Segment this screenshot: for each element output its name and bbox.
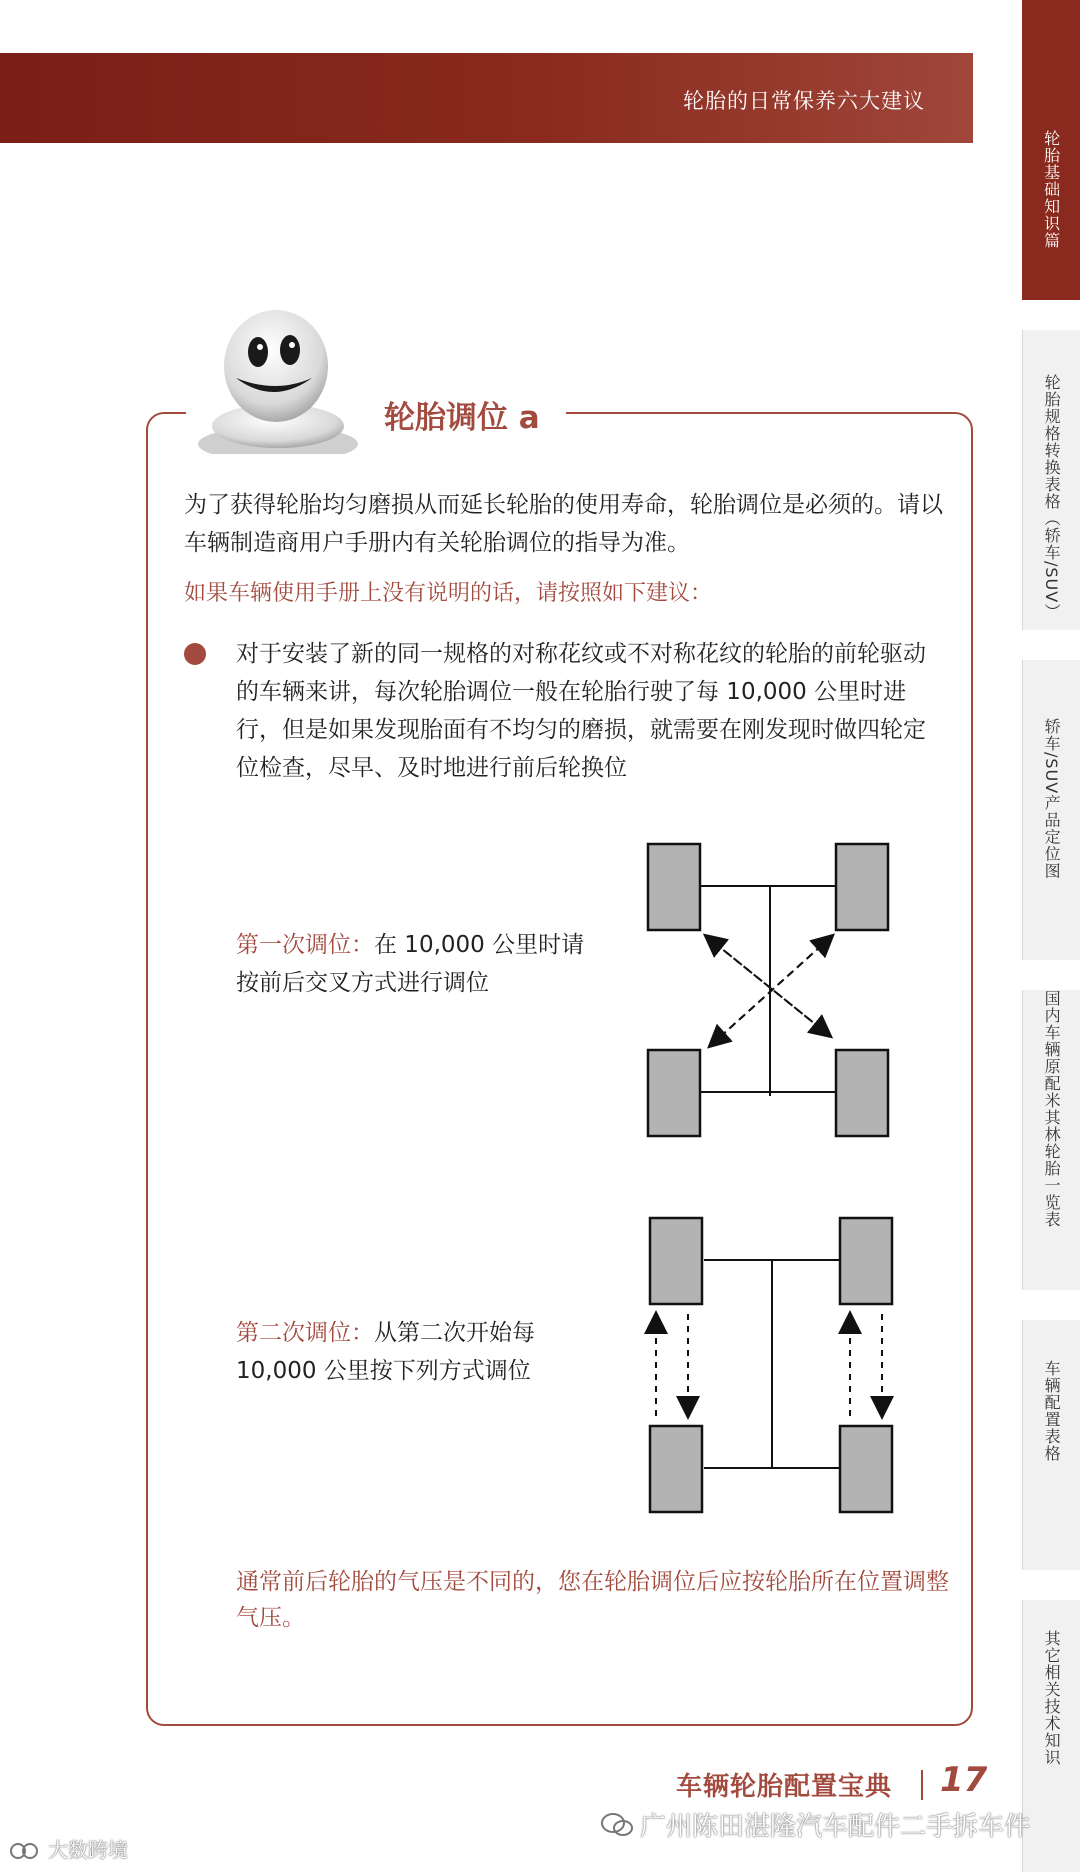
side-tab-label: 其它相关技术知识	[1042, 1630, 1062, 1766]
side-tab-basics[interactable]	[1022, 0, 1080, 300]
side-tab-product-position[interactable]	[1022, 660, 1080, 960]
side-tab-label: 轮胎基础知识篇	[1041, 130, 1061, 249]
step1-text	[236, 926, 596, 1002]
cross-rotation-diagram	[640, 836, 900, 1146]
tire-rear-right	[836, 1050, 888, 1136]
footer-book-title: 车辆轮胎配置宝典	[676, 1772, 893, 1802]
tire-rear-left	[650, 1426, 702, 1512]
tire-rear-right	[840, 1426, 892, 1512]
tire-rear-left	[648, 1050, 700, 1136]
header-band	[0, 53, 973, 143]
side-tab-label: 轿车/SUV产品定位图	[1042, 718, 1062, 880]
mascot-illustration	[198, 304, 358, 454]
side-tab-other-tech[interactable]	[1022, 1600, 1080, 1872]
front-rear-rotation-diagram	[640, 1210, 900, 1520]
side-tab-label: 车辆配置表格	[1042, 1360, 1062, 1462]
watermark-left	[8, 1834, 128, 1863]
tire-front-right	[836, 844, 888, 930]
watermark-left-text: 大数跨境	[48, 1838, 128, 1862]
step2-lead: 第二次调位：	[236, 1320, 374, 1346]
side-tab-strip	[1022, 0, 1080, 1872]
tire-front-right	[840, 1218, 892, 1304]
side-tab-label: 轮胎规格转换表格（轿车/SUV）	[1042, 374, 1062, 621]
step1-body: 在 10,000 公里时请按前后交叉方式进行调位	[236, 932, 585, 996]
bullet-paragraph: 对于安装了新的同一规格的对称花纹或不对称花纹的轮胎的前轮驱动的车辆来讲，每次轮胎调位一般在轮胎行驶了每 10,000 公里时进行，但是如果发现胎面有不均匀的磨损，就需要在刚发现时做四轮定位检查，尽早、及时地进行前后轮换位	[236, 641, 926, 781]
step1-lead: 第一次调位：	[236, 932, 374, 958]
advice-note: 如果车辆使用手册上没有说明的话，请按照如下建议：	[184, 581, 713, 606]
intro-paragraph: 为了获得轮胎均匀磨损从而延长轮胎的使用寿命，轮胎调位是必须的。请以车辆制造商用户手册内有关轮胎调位的指导为准。	[184, 492, 943, 556]
header-title: 轮胎的日常保养六大建议	[683, 89, 925, 113]
wechat-icon	[600, 1811, 634, 1839]
watermark-right	[600, 1806, 1030, 1843]
side-tab-size-conversion[interactable]	[1022, 330, 1080, 630]
step2-body: 从第二次开始每 10,000 公里按下列方式调位	[236, 1320, 535, 1384]
tire-front-left	[648, 844, 700, 930]
step2-text	[236, 1314, 596, 1390]
bullet-dot	[184, 643, 206, 665]
watermark-right-text: 广州陈田湛隆汽车配件二手拆车件	[640, 1812, 1031, 1842]
section-title: 轮胎调位 a	[384, 400, 540, 436]
closing-note: 通常前后轮胎的气压是不同的，您在轮胎调位后应按轮胎所在位置调整气压。	[236, 1569, 949, 1631]
tire-front-left	[650, 1218, 702, 1304]
side-tab-vehicle-config[interactable]	[1022, 1320, 1080, 1570]
side-tab-label: 国内车辆原配米其林轮胎一览表	[1042, 990, 1062, 1228]
side-tab-oe-list[interactable]	[1022, 990, 1080, 1290]
footer-divider	[921, 1770, 923, 1800]
page-number: 17	[940, 1760, 988, 1800]
brand-logo-icon	[8, 1835, 42, 1863]
